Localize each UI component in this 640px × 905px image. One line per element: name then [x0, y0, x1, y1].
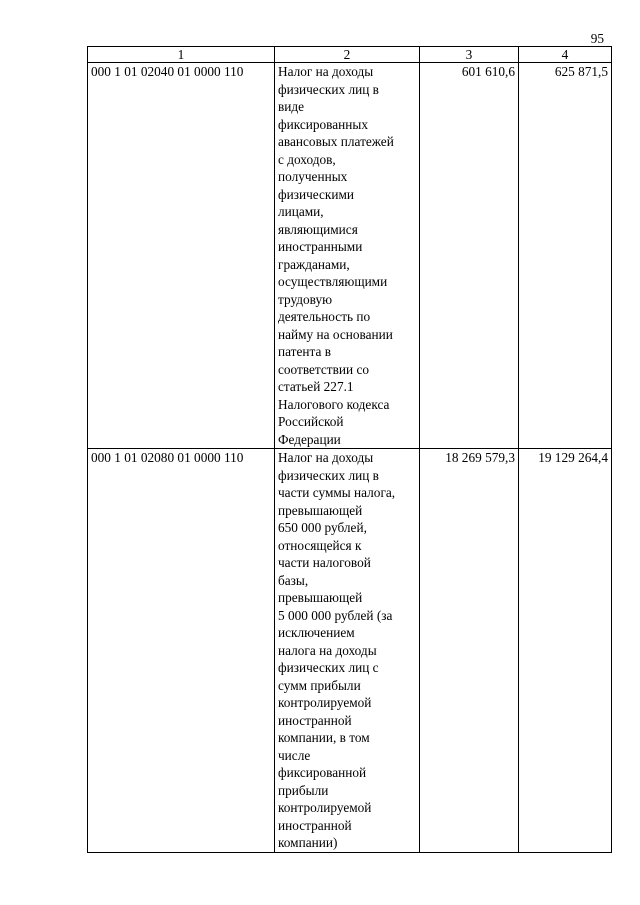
table-row — [88, 63, 612, 449]
description-line: лицами, — [278, 204, 324, 219]
description-line: 650 000 рублей, — [278, 520, 367, 535]
description-line: авансовых платежей — [278, 134, 394, 149]
column-header-4: 4 — [519, 47, 612, 63]
description-line: физическими — [278, 186, 355, 202]
description-line: части налоговой — [278, 555, 371, 570]
description-cell — [275, 63, 420, 449]
description-line: трудовую — [278, 291, 333, 307]
table-row — [88, 449, 612, 853]
amount-cell-col4: 625 871,5 — [519, 63, 612, 449]
description-line: прибыли — [278, 782, 329, 798]
amount-cell-col4: 19 129 264,4 — [519, 449, 612, 853]
description-line: соответствии со — [278, 361, 370, 377]
description-line: исключением — [278, 625, 355, 640]
description-line: компании) — [278, 835, 338, 850]
column-header-2: 2 — [275, 47, 420, 63]
description-line: Налог на доходы — [278, 64, 374, 79]
description-line: являющимися — [278, 221, 358, 237]
description-line: 5 000 000 рублей (за — [278, 607, 393, 623]
description-line: фиксированной — [278, 765, 367, 780]
description-line: налога на доходы — [278, 642, 377, 658]
description-line: осуществляющими — [278, 274, 388, 289]
description-line: Федерации — [278, 431, 341, 447]
budget-code-cell: 000 1 01 02080 01 0000 110 — [88, 449, 275, 853]
description-line: базы, — [278, 572, 309, 588]
description-line: физических лиц в — [278, 467, 379, 483]
amount-cell-col3: 18 269 579,3 — [420, 449, 519, 853]
description-line: с доходов, — [278, 151, 336, 167]
description-line: полученных — [278, 169, 348, 184]
description-line: иностранными — [278, 239, 363, 254]
description-line: фиксированных — [278, 116, 368, 132]
column-header-3: 3 — [420, 47, 519, 63]
description-line: превышающей — [278, 502, 363, 518]
description-line: относящейся к — [278, 537, 362, 553]
amount-cell-col3: 601 610,6 — [420, 63, 519, 449]
description-line: иностранной — [278, 712, 352, 728]
description-line: Налогового кодекса — [278, 396, 390, 412]
description-line: деятельность по — [278, 309, 371, 324]
description-line: статьей 227.1 — [278, 379, 354, 394]
description-line: иностранной — [278, 817, 352, 833]
description-line: компании, в том — [278, 730, 370, 745]
budget-table — [87, 46, 612, 853]
description-line: Налог на доходы — [278, 450, 374, 465]
table-body — [88, 63, 612, 853]
description-line: числе — [278, 747, 311, 763]
description-line: гражданами, — [278, 256, 350, 272]
description-line: контролируемой — [278, 695, 372, 710]
description-line: части суммы налога, — [278, 485, 396, 500]
description-line: Российской — [278, 414, 344, 429]
description-line: превышающей — [278, 590, 363, 605]
description-line: патента в — [278, 344, 331, 359]
description-line: найму на основании — [278, 326, 393, 342]
budget-code-cell: 000 1 01 02040 01 0000 110 — [88, 63, 275, 449]
description-line: сумм прибыли — [278, 677, 361, 693]
column-header-1: 1 — [88, 47, 275, 63]
description-line: виде — [278, 99, 305, 114]
page-number: 95 — [590, 31, 604, 46]
table-header-row — [88, 47, 612, 63]
description-line: физических лиц в — [278, 81, 379, 97]
description-line: физических лиц с — [278, 660, 379, 675]
description-line: контролируемой — [278, 800, 372, 815]
description-cell — [275, 449, 420, 853]
